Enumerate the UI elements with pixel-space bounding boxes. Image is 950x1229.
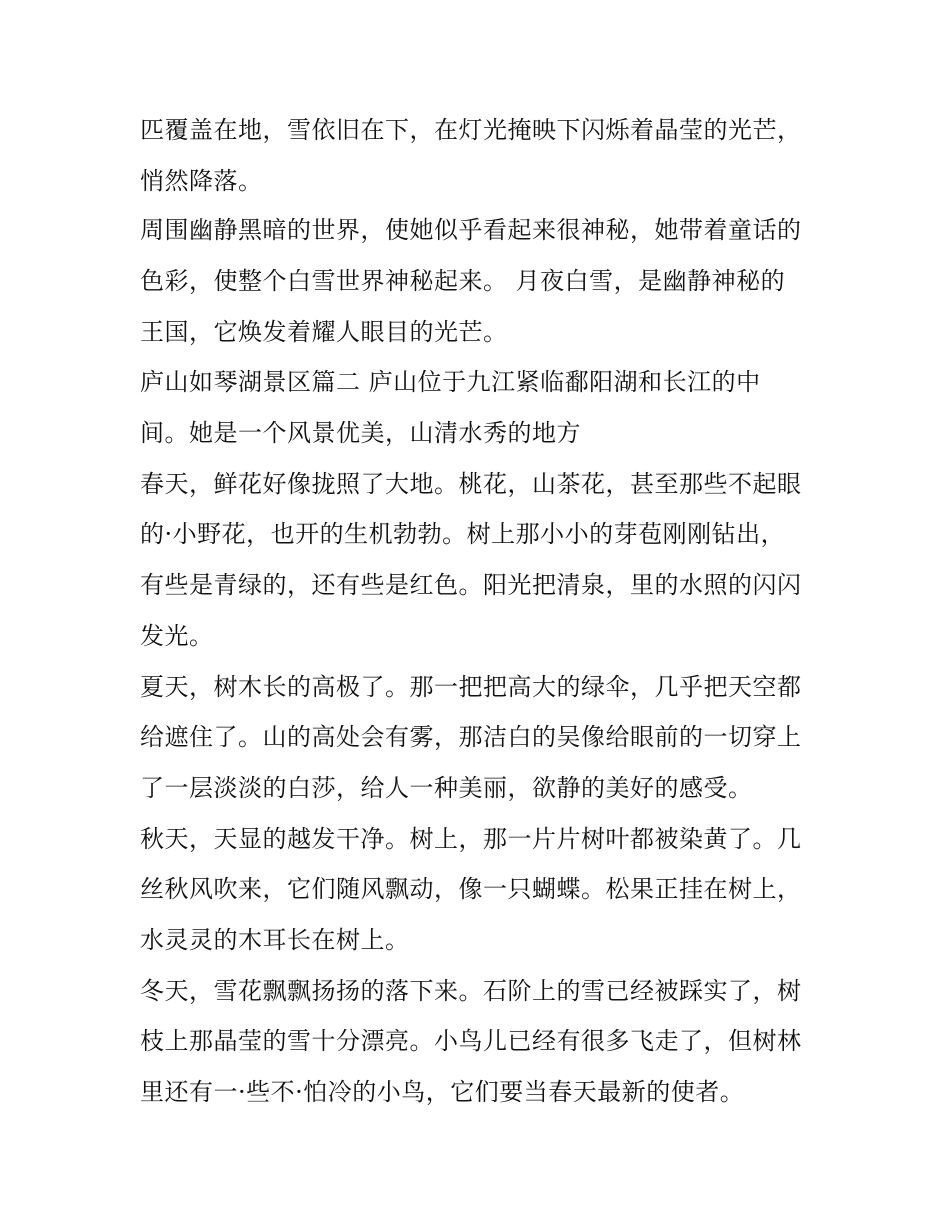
- text-line: 间。她是一个风景优美，山清水秀的地方: [140, 419, 581, 447]
- text-line: 秋天，天显的越发干净。树上，那一片片树叶都被染黄了。几: [140, 825, 802, 853]
- text-line: 枝上那晶莹的雪十分漂亮。小鸟儿已经有很多飞走了，但树林: [140, 1027, 802, 1055]
- text-line: 有些是青绿的，还有些是红色。阳光把清泉，里的水照的闪闪: [140, 571, 802, 599]
- text-line: 发光。: [140, 622, 214, 650]
- text-line: 王国，它焕发着耀人眼目的光芒。: [140, 318, 508, 346]
- text-line: 水灵灵的木耳长在树上。: [140, 926, 410, 954]
- text-line: 匹覆盖在地，雪依旧在下，在灯光掩映下闪烁着晶莹的光芒，: [140, 116, 802, 144]
- text-line: 色彩，使整个白雪世界神秘起来。 月夜白雪，是幽静神秘的: [140, 267, 786, 295]
- text-line: 给遮住了。山的高处会有雾，那洁白的吴像给眼前的一切穿上: [140, 723, 802, 751]
- text-line: 悄然降落。: [140, 167, 263, 195]
- text-line: 里还有一·些不·怕冷的小鸟，它们要当春天最新的使者。: [140, 1078, 745, 1106]
- text-line: 的·小野花，也开的生机勃勃。树上那小小的芽苞刚刚钻出，: [140, 520, 786, 548]
- text-line: 夏天，树木长的高极了。那一把把高大的绿伞，几乎把天空都: [140, 673, 802, 701]
- text-line: 春天，鲜花好像拢照了大地。桃花，山茶花，甚至那些不起眼: [140, 470, 802, 498]
- text-line: 周围幽静黑暗的世界，使她似乎看起来很神秘，她带着童话的: [140, 216, 802, 244]
- text-line: 冬天，雪花飘飘扬扬的落下来。石阶上的雪已经被踩实了，树: [140, 977, 802, 1005]
- text-line: 丝秋风吹来，它们随风飘动，像一只蝴蝶。松果正挂在树上，: [140, 875, 802, 903]
- text-line: 庐山如琴湖景区篇二 庐山位于九江紧临鄱阳湖和长江的中: [140, 368, 761, 396]
- text-line: 了一层淡淡的白莎，给人一种美丽，欲静的美好的感受。: [140, 774, 753, 802]
